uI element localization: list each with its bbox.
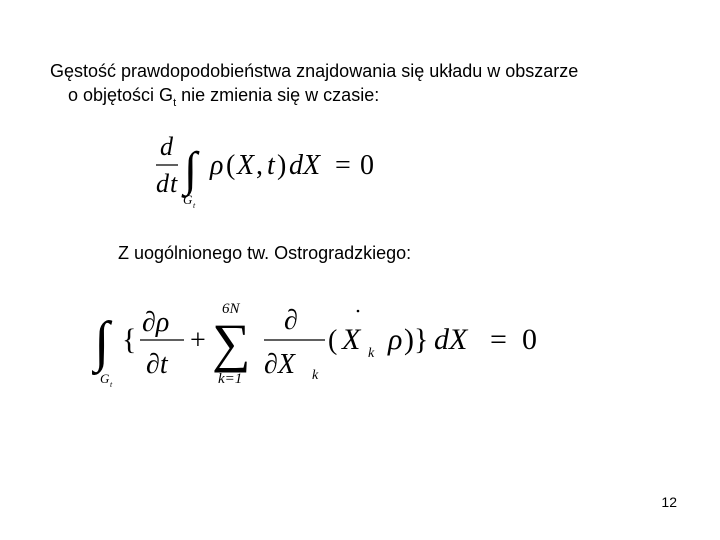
formula2-partial-rho: ∂ρ — [142, 307, 170, 338]
formula1-close-paren: ) — [277, 150, 287, 181]
formula1-t-denominator: t — [170, 169, 178, 198]
formula1-dX: dX — [289, 150, 321, 181]
formula2-denominator-subscript: k — [312, 368, 319, 383]
formula1-integral-sign: ∫ — [184, 143, 198, 196]
formula2-sum-upper: 6N — [222, 301, 240, 317]
formula1-t: t — [267, 150, 275, 181]
formula2-partial-t: ∂t — [146, 349, 168, 380]
formula2-time-derivative-dot — [357, 310, 360, 313]
formula2-integral-domain: G — [100, 371, 110, 386]
formula2-X: X — [342, 323, 361, 356]
formula1-integral-domain: G — [183, 192, 193, 207]
formula1-d-denominator: d — [156, 169, 169, 198]
formula-ostrogradsky — [92, 295, 552, 395]
formula2-integral-sign: ∫ — [94, 311, 110, 373]
formula2-partial-denominator: ∂X — [264, 349, 295, 380]
formula2-zero: 0 — [522, 323, 537, 356]
formula1-zero: 0 — [360, 150, 374, 181]
formula2-close-paren-brace: )} — [404, 323, 429, 356]
page-number: 12 — [661, 494, 677, 510]
formula1-integral-domain-index: t — [193, 201, 196, 210]
theorem-heading: Z uogólnionego tw. Ostrogradzkiego: — [118, 243, 412, 263]
formula2-sum-lower: k=1 — [218, 371, 243, 387]
formula1-comma: , — [256, 150, 263, 181]
formula2-open-brace: { — [122, 323, 137, 356]
formula2-dX: dX — [434, 323, 468, 356]
intro-text-line1: Gęstość prawdopodobieństwa znajdowania się układu w obszarze — [50, 61, 579, 81]
intro-text-subscript: t — [173, 97, 177, 109]
formula1-X: X — [237, 150, 255, 181]
formula2-sum-sign: ∑ — [212, 313, 251, 373]
formula2-X-subscript: k — [368, 346, 375, 361]
formula1-d-numerator: d — [160, 132, 173, 161]
intro-text-line2-start: o objętości G — [68, 85, 174, 105]
intro-text-line2 — [68, 84, 379, 109]
formula1-rho: ρ — [210, 150, 224, 181]
formula2-open-paren: ( — [328, 325, 338, 356]
formula2-plus: + — [190, 325, 206, 356]
formula2-partial-numerator: ∂ — [284, 305, 298, 336]
formula-time-derivative — [150, 130, 390, 215]
formula2-rho: ρ — [388, 323, 403, 356]
formula1-equals: = — [335, 150, 351, 181]
formula1-open-paren: ( — [226, 150, 236, 181]
intro-text-line2-end: nie zmienia się w czasie: — [176, 85, 380, 105]
formula2-integral-domain-index: t — [110, 380, 113, 389]
formula2-equals: = — [490, 323, 507, 356]
